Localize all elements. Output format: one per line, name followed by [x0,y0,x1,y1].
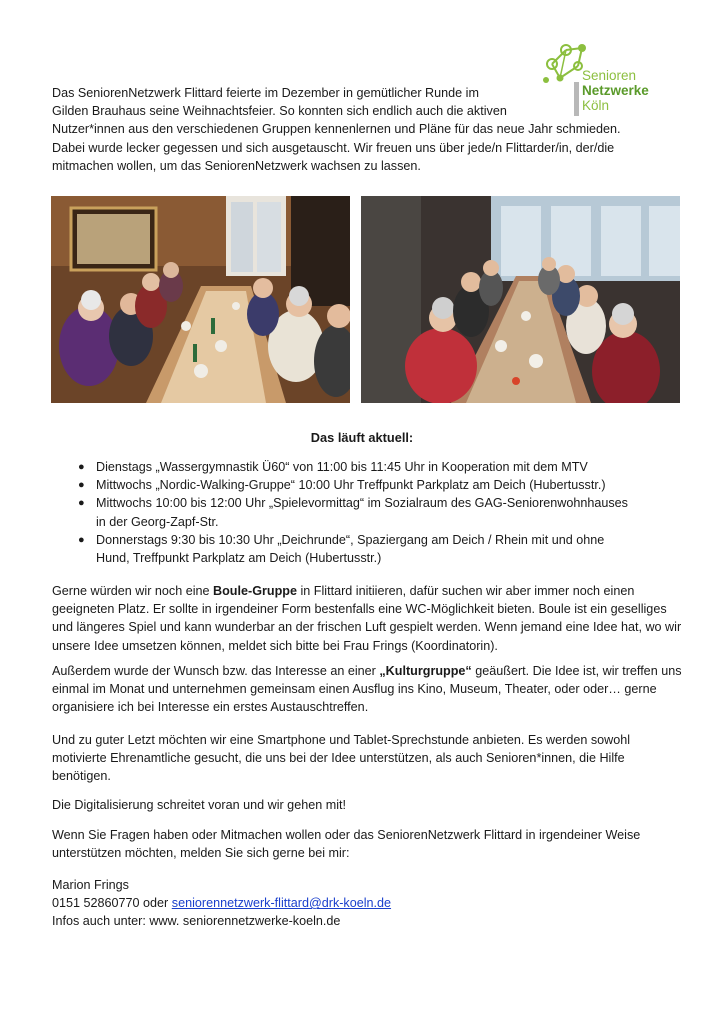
contact-block [52,876,682,931]
event-item [52,476,682,494]
logo-line-2: Netzwerke [582,83,649,98]
event-text: Dienstags „Wassergymnastik Ü60“ von 11:00 bis 11:45 Uhr in Kooperation mit dem MTV [96,460,588,474]
event-text: Mittwochs 10:00 bis 12:00 Uhr „Spielevormittag“ im Sozialraum des GAG-Seniorenwohnhauses [96,496,628,511]
bullet-icon: ● [78,497,85,510]
event-text-continued: Hund, Treffpunkt Parkplatz am Deich (Hubertusstr.) [96,551,382,566]
photo-long-table [361,196,680,403]
contact-web: Infos auch unter: www. seniorennetzwerke-koeln.de [52,914,341,929]
intro-line: Dabei wurde lecker gegessen und sich ausgetauscht. Wir freuen uns über jede/n Flittarder/in, der/die [52,140,615,155]
intro-line: Das SeniorenNetzwerk Flittard feierte im Dezember in gemütlicher Runde im [52,86,479,100]
contact-phone: 0151 52860770 oder [52,896,172,911]
questions-paragraph: Wenn Sie Fragen haben oder Mitmachen wollen oder das SeniorenNetzwerk Flittard in irgendeiner Weise unterstützen möchten, melden Sie sich gerne bei mir: [52,828,641,861]
boule-text-post: in Flittard initiieren, dafür suchen wir aber immer noch einen geeigneten Platz. Er sollte in irgendeiner Form bestenfalls eine WC-Möglichkeit bieten. Boule ist ein geselliges und längeres Spiel und kann wunderbar an der frischen Luft gespielt werden. Wenn jemand eine Idee hat, wo wir unsere Idee umsetzen können, meldet sich bitte bei Frau Frings (Koordinatorin). [52,584,682,653]
contact-phone-line [52,894,682,912]
boule-text-pre: Gerne würden wir noch eine [52,584,214,598]
contact-email-link[interactable]: seniorennetzwerk-flittard@drk-koeln.de [171,896,392,911]
photo-brauhaus-dinner [51,196,350,403]
smartphone-paragraph: Und zu guter Letzt möchten wir eine Smartphone und Tablet-Sprechstunde anbieten. Es werden sowohl motivierte Ehrenamtliche gesucht, die uns bei der Idee unterstützen, als auch Senioren*innen, die Hilfe benötigen. [52,733,631,784]
event-item [52,494,682,530]
intro-paragraph [52,84,682,175]
boule-paragraph [52,582,682,655]
intro-line: Nutzer*innen aus den verschiedenen Gruppen kennenlernen und Pläne für das neue Jahr schmieden. [52,122,621,137]
section-heading: Das läuft aktuell: [310,430,414,445]
event-item [52,458,682,476]
digital-paragraph: Die Digitalisierung schreitet voran und wir gehen mit! [52,798,346,812]
event-text-continued: in der Georg-Zapf-Str. [96,514,219,529]
kultur-paragraph [52,662,682,717]
intro-line: Gilden Brauhaus seine Weihnachtsfeier. So konnten sich endlich auch die aktiven [52,104,507,119]
event-item [52,531,682,567]
kultur-text-pre: Außerdem wurde der Wunsch bzw. das Interesse an einer [52,664,380,678]
logo-line-1: Senioren [582,68,637,83]
kultur-highlight: „Kulturgruppe“ [379,664,472,678]
boule-highlight: Boule-Gruppe [213,584,297,598]
intro-line: mitmachen wollen, um das SeniorenNetzwerk wachsen zu lassen. [52,158,421,173]
events-list [52,458,682,567]
bullet-icon: ● [78,533,85,546]
bullet-icon: ● [78,479,85,492]
logo-line-3: Köln [582,98,610,113]
event-text: Mittwochs „Nordic-Walking-Gruppe“ 10:00 Uhr Treffpunkt Parkplatz am Deich (Hubertusstr.) [96,478,606,493]
contact-name: Marion Frings [52,878,129,892]
kultur-text-post: geäußert. Die Idee ist, wir treffen uns einmal im Monat und unternehmen gemeinsam einen Ausflug ins Kino, Museum, Theater, oder oder… gerne organisiere ich bei Interesse ein erstes Austauschtreffen. [52,664,682,715]
event-text: Donnerstags 9:30 bis 10:30 Uhr „Deichrunde“, Spaziergang am Deich / Rhein mit und ohne [96,532,605,547]
bullet-icon: ● [78,461,85,473]
